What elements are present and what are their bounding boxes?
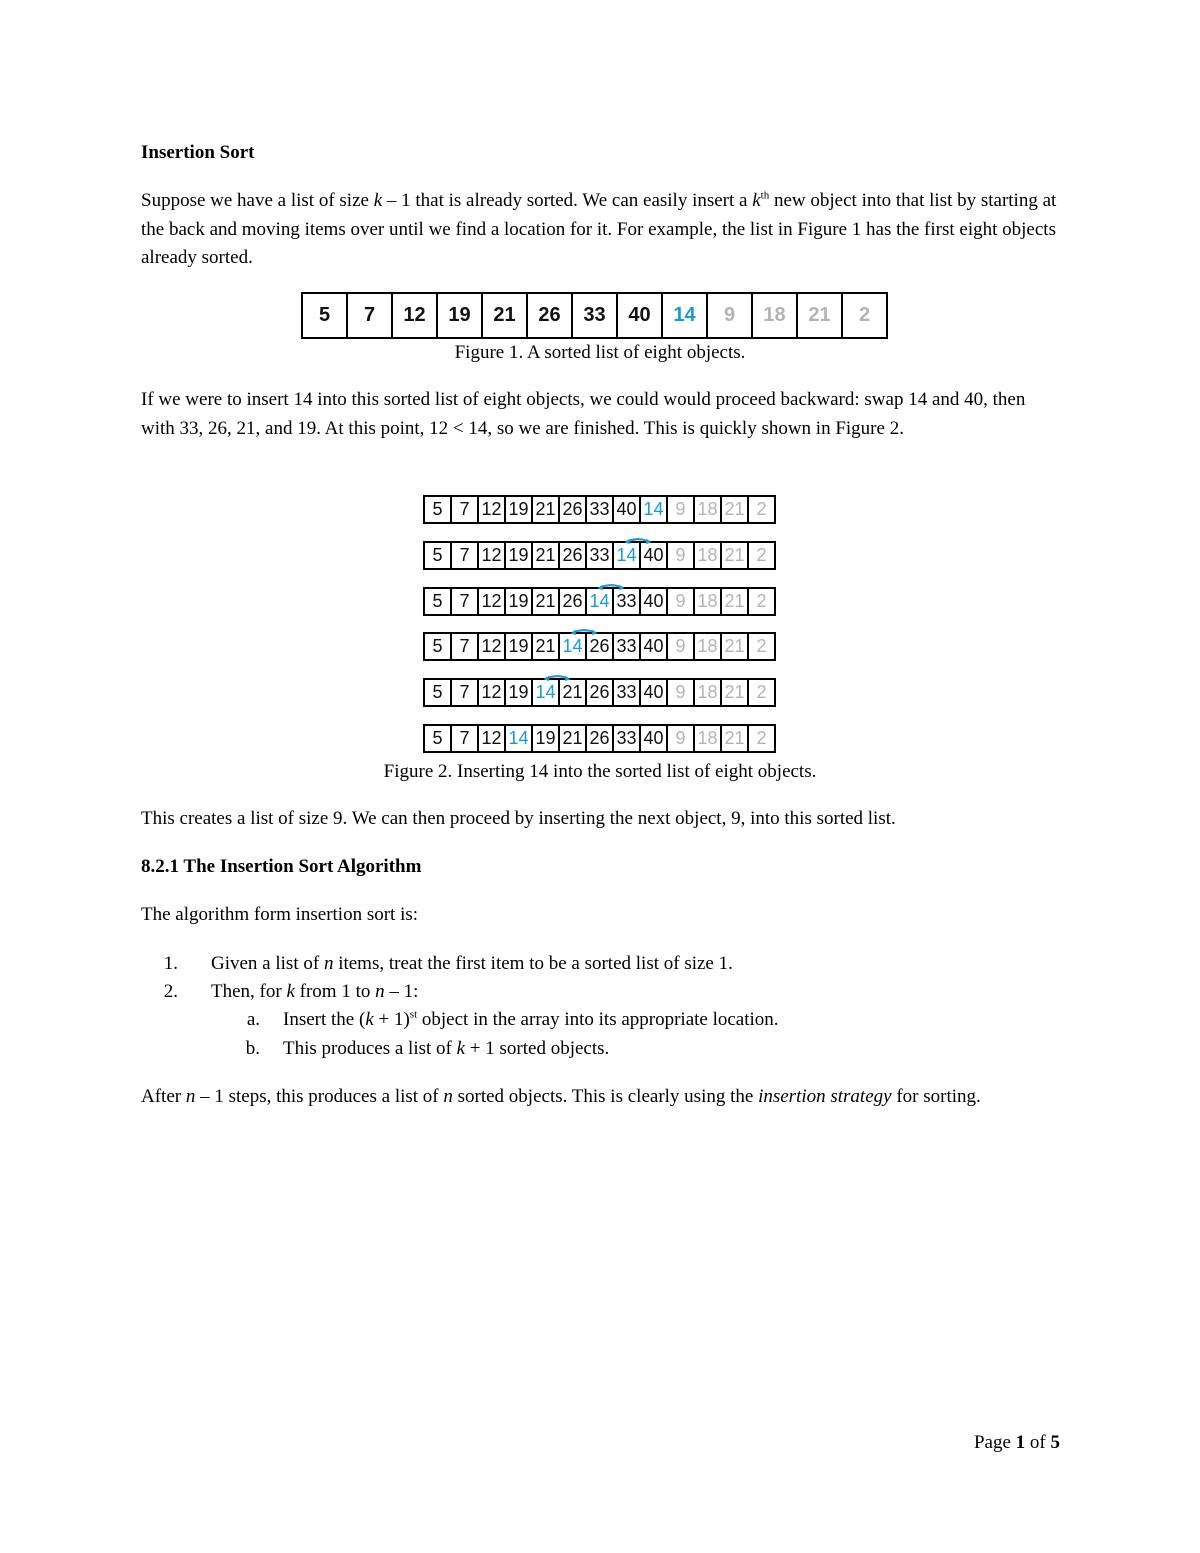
- figure2-cell: 21: [720, 495, 749, 524]
- step-2b-text-b: + 1 sorted objects.: [465, 1038, 610, 1059]
- page-footer: [974, 1432, 1060, 1454]
- figure2-cell: 18: [693, 678, 722, 707]
- figure2-cell: 14: [504, 724, 533, 753]
- figure1-cell: 7: [346, 292, 393, 339]
- swap-arrow-icon: [542, 673, 572, 682]
- figure2-cell: 33: [612, 724, 641, 753]
- figure2-row: [423, 495, 776, 524]
- figure2-cell: 40: [639, 678, 668, 707]
- figure2-cell: 40: [639, 587, 668, 616]
- figure2-cell: 26: [558, 541, 587, 570]
- closing-paragraph: [141, 1083, 1061, 1112]
- figure2-cell: 18: [693, 587, 722, 616]
- step-1-n: n: [323, 953, 334, 974]
- figure2-cell: 14: [531, 678, 560, 707]
- figure2-cell: 7: [450, 678, 479, 707]
- closing-text-c: sorted objects. This is clearly using the: [452, 1086, 759, 1107]
- figure2-cell: 19: [504, 678, 533, 707]
- figure2-row: [423, 587, 776, 616]
- figure2-cell: 21: [720, 541, 749, 570]
- figure2-cell: 12: [477, 587, 506, 616]
- step-2-number: 2.: [163, 981, 178, 1002]
- figure2-cell: 9: [666, 495, 695, 524]
- figure2-cell: 7: [450, 632, 479, 661]
- figure2-cell: 2: [747, 678, 776, 707]
- step-2a-st: st: [409, 1008, 418, 1021]
- figure2-cell: 5: [423, 724, 452, 753]
- figure2-cell: 40: [639, 632, 668, 661]
- step-1-text-b: items, treat the first item to be a sorted list of size 1.: [333, 953, 733, 974]
- figure2-cell: 21: [531, 541, 560, 570]
- closing-text-d: for sorting.: [891, 1086, 981, 1107]
- figure2-cell: 14: [639, 495, 668, 524]
- figure1-array: [301, 292, 888, 339]
- figure2-cell: 5: [423, 632, 452, 661]
- figure2-cell: 40: [639, 724, 668, 753]
- figure2-cell: 21: [720, 678, 749, 707]
- figure2-cell: 5: [423, 587, 452, 616]
- paragraph-swap-explanation: If we were to insert 14 into this sorted list of eight objects, we could would proceed backward: swap 14 and 40, then with 33, 26, 21, and 19. At this point, 12 < 14, so we are finished. This is quickly shown in Figure 2.: [141, 389, 1026, 439]
- paragraph-size-nine: This creates a list of size 9. We can then proceed by inserting the next object, 9, into this sorted list.: [141, 808, 896, 829]
- step-2-text-a: Then, for: [211, 981, 287, 1002]
- figure2-cell: 5: [423, 495, 452, 524]
- footer-page-label: Page: [973, 1432, 1016, 1453]
- figure2-cell: 14: [585, 587, 614, 616]
- figure2-cell: 14: [612, 541, 641, 570]
- figure1-cell: 19: [436, 292, 483, 339]
- figure2-cell: 26: [558, 587, 587, 616]
- intro-th: th: [760, 189, 770, 202]
- figure2-cell: 2: [747, 632, 776, 661]
- figure2-cell: 33: [612, 632, 641, 661]
- figure2-cell: 12: [477, 724, 506, 753]
- page-title: Insertion Sort: [141, 142, 255, 163]
- figure2-cell: 9: [666, 587, 695, 616]
- figure2-row: [423, 541, 776, 570]
- figure2-cell: 40: [612, 495, 641, 524]
- figure2-cell: 21: [558, 724, 587, 753]
- figure2-cell: 26: [585, 678, 614, 707]
- figure2-cell: 33: [612, 678, 641, 707]
- figure2-cell: 2: [747, 724, 776, 753]
- figure2-row: [423, 678, 776, 707]
- step-2a-text-b: + 1): [373, 1009, 410, 1030]
- figure2-cell: 26: [585, 632, 614, 661]
- figure2-cell: 9: [666, 724, 695, 753]
- figure2-cell: 19: [504, 495, 533, 524]
- figure2-cell: 7: [450, 495, 479, 524]
- step-2a-text-c: object in the array into its appropriate location.: [417, 1009, 779, 1030]
- figure2-cell: 2: [747, 587, 776, 616]
- closing-text-a: After: [141, 1086, 186, 1107]
- figure2-cell: 5: [423, 678, 452, 707]
- footer-page-total: 5: [1050, 1432, 1060, 1453]
- figure2-cell: 18: [693, 495, 722, 524]
- step-2b-text-a: This produces a list of: [283, 1038, 457, 1059]
- figure1-cell: 21: [796, 292, 843, 339]
- section-heading: 8.2.1 The Insertion Sort Algorithm: [141, 856, 422, 877]
- figure2-cell: 7: [450, 541, 479, 570]
- step-2b-letter: b.: [245, 1038, 260, 1059]
- figure2-cell: 9: [666, 632, 695, 661]
- intro-text-c: new object into that list by starting at the back and moving items over until we find a location for it. For example, the list in Figure 1 has the first eight objects already sorted.: [141, 190, 1057, 268]
- figure2-cell: 12: [477, 632, 506, 661]
- figure1-cell: 5: [301, 292, 348, 339]
- closing-n: n: [185, 1086, 196, 1107]
- figure2-cell: 19: [504, 632, 533, 661]
- figure2-cell: 33: [585, 541, 614, 570]
- figure2-cell: 21: [558, 678, 587, 707]
- step-2-n: n: [375, 981, 385, 1002]
- figure1-cell: 14: [661, 292, 708, 339]
- figure1-cell: 33: [571, 292, 618, 339]
- figure2-cell: 7: [450, 724, 479, 753]
- figure2-cell: 2: [747, 541, 776, 570]
- figure2-cell: 9: [666, 678, 695, 707]
- figure1-cell: 26: [526, 292, 573, 339]
- algorithm-intro: The algorithm form insertion sort is:: [141, 904, 419, 925]
- figure2-cell: 9: [666, 541, 695, 570]
- figure2-cell: 21: [720, 632, 749, 661]
- step-2a-k: k: [365, 1009, 374, 1030]
- figure2-cell: 18: [693, 632, 722, 661]
- closing-n2: n: [443, 1086, 453, 1107]
- figure2-cell: 18: [693, 724, 722, 753]
- figure1-cell: 12: [391, 292, 438, 339]
- figure1-cell: 9: [706, 292, 753, 339]
- footer-page-number: 1: [1015, 1432, 1026, 1453]
- swap-arrow-icon: [623, 536, 653, 545]
- footer-of: of: [1025, 1432, 1051, 1453]
- figure2-cell: 18: [693, 541, 722, 570]
- figure2-cell: 19: [531, 724, 560, 753]
- intro-text-b: – 1 that is already sorted. We can easily insert a: [382, 190, 753, 211]
- figure2-cell: 26: [558, 495, 587, 524]
- figure2-cell: 14: [558, 632, 587, 661]
- figure2-cell: 12: [477, 495, 506, 524]
- figure2-cell: 19: [504, 587, 533, 616]
- figure1-cell: 2: [841, 292, 888, 339]
- figure1-cell: 21: [481, 292, 528, 339]
- figure2-cell: 12: [477, 541, 506, 570]
- figure2-cell: 26: [585, 724, 614, 753]
- figure2-cell: 21: [531, 587, 560, 616]
- step-2-text-c: – 1:: [384, 981, 419, 1002]
- figure2-cell: 33: [612, 587, 641, 616]
- step-2-text-b: from 1 to: [294, 981, 376, 1002]
- figure2-cell: 21: [531, 632, 560, 661]
- figure2-cell: 21: [720, 724, 749, 753]
- step-2-k: k: [286, 981, 295, 1002]
- figure2-cell: 7: [450, 587, 479, 616]
- closing-text-b: – 1 steps, this produces a list of: [195, 1086, 444, 1107]
- figure2-cell: 19: [504, 541, 533, 570]
- step-2b-k: k: [456, 1038, 466, 1059]
- figure2-row: [423, 724, 776, 753]
- figure2-cell: 21: [531, 495, 560, 524]
- figure2-cell: 5: [423, 541, 452, 570]
- figure1-cell: 18: [751, 292, 798, 339]
- intro-k2: k: [752, 190, 761, 211]
- figure2-cell: 21: [720, 587, 749, 616]
- intro-text-a: Suppose we have a list of size: [141, 190, 374, 211]
- closing-strategy: insertion strategy: [758, 1086, 892, 1107]
- step-2a-text-a: Insert the (: [283, 1009, 366, 1030]
- figure1-caption: Figure 1. A sorted list of eight objects.: [454, 342, 746, 363]
- step-1-text-a: Given a list of: [211, 953, 324, 974]
- swap-arrow-icon: [569, 627, 599, 636]
- intro-paragraph: [141, 187, 1061, 273]
- figure2-caption: Figure 2. Inserting 14 into the sorted list of eight objects.: [383, 761, 817, 782]
- figure2-cell: 33: [585, 495, 614, 524]
- figure2-cell: 40: [639, 541, 668, 570]
- step-2a-letter: a.: [246, 1009, 260, 1030]
- swap-arrow-icon: [596, 582, 626, 591]
- figure2-cell: 12: [477, 678, 506, 707]
- figure1-cell: 40: [616, 292, 663, 339]
- step-1-number: 1.: [163, 953, 178, 974]
- figure2-cell: 2: [747, 495, 776, 524]
- figure2-row: [423, 632, 776, 661]
- intro-k: k: [373, 190, 383, 211]
